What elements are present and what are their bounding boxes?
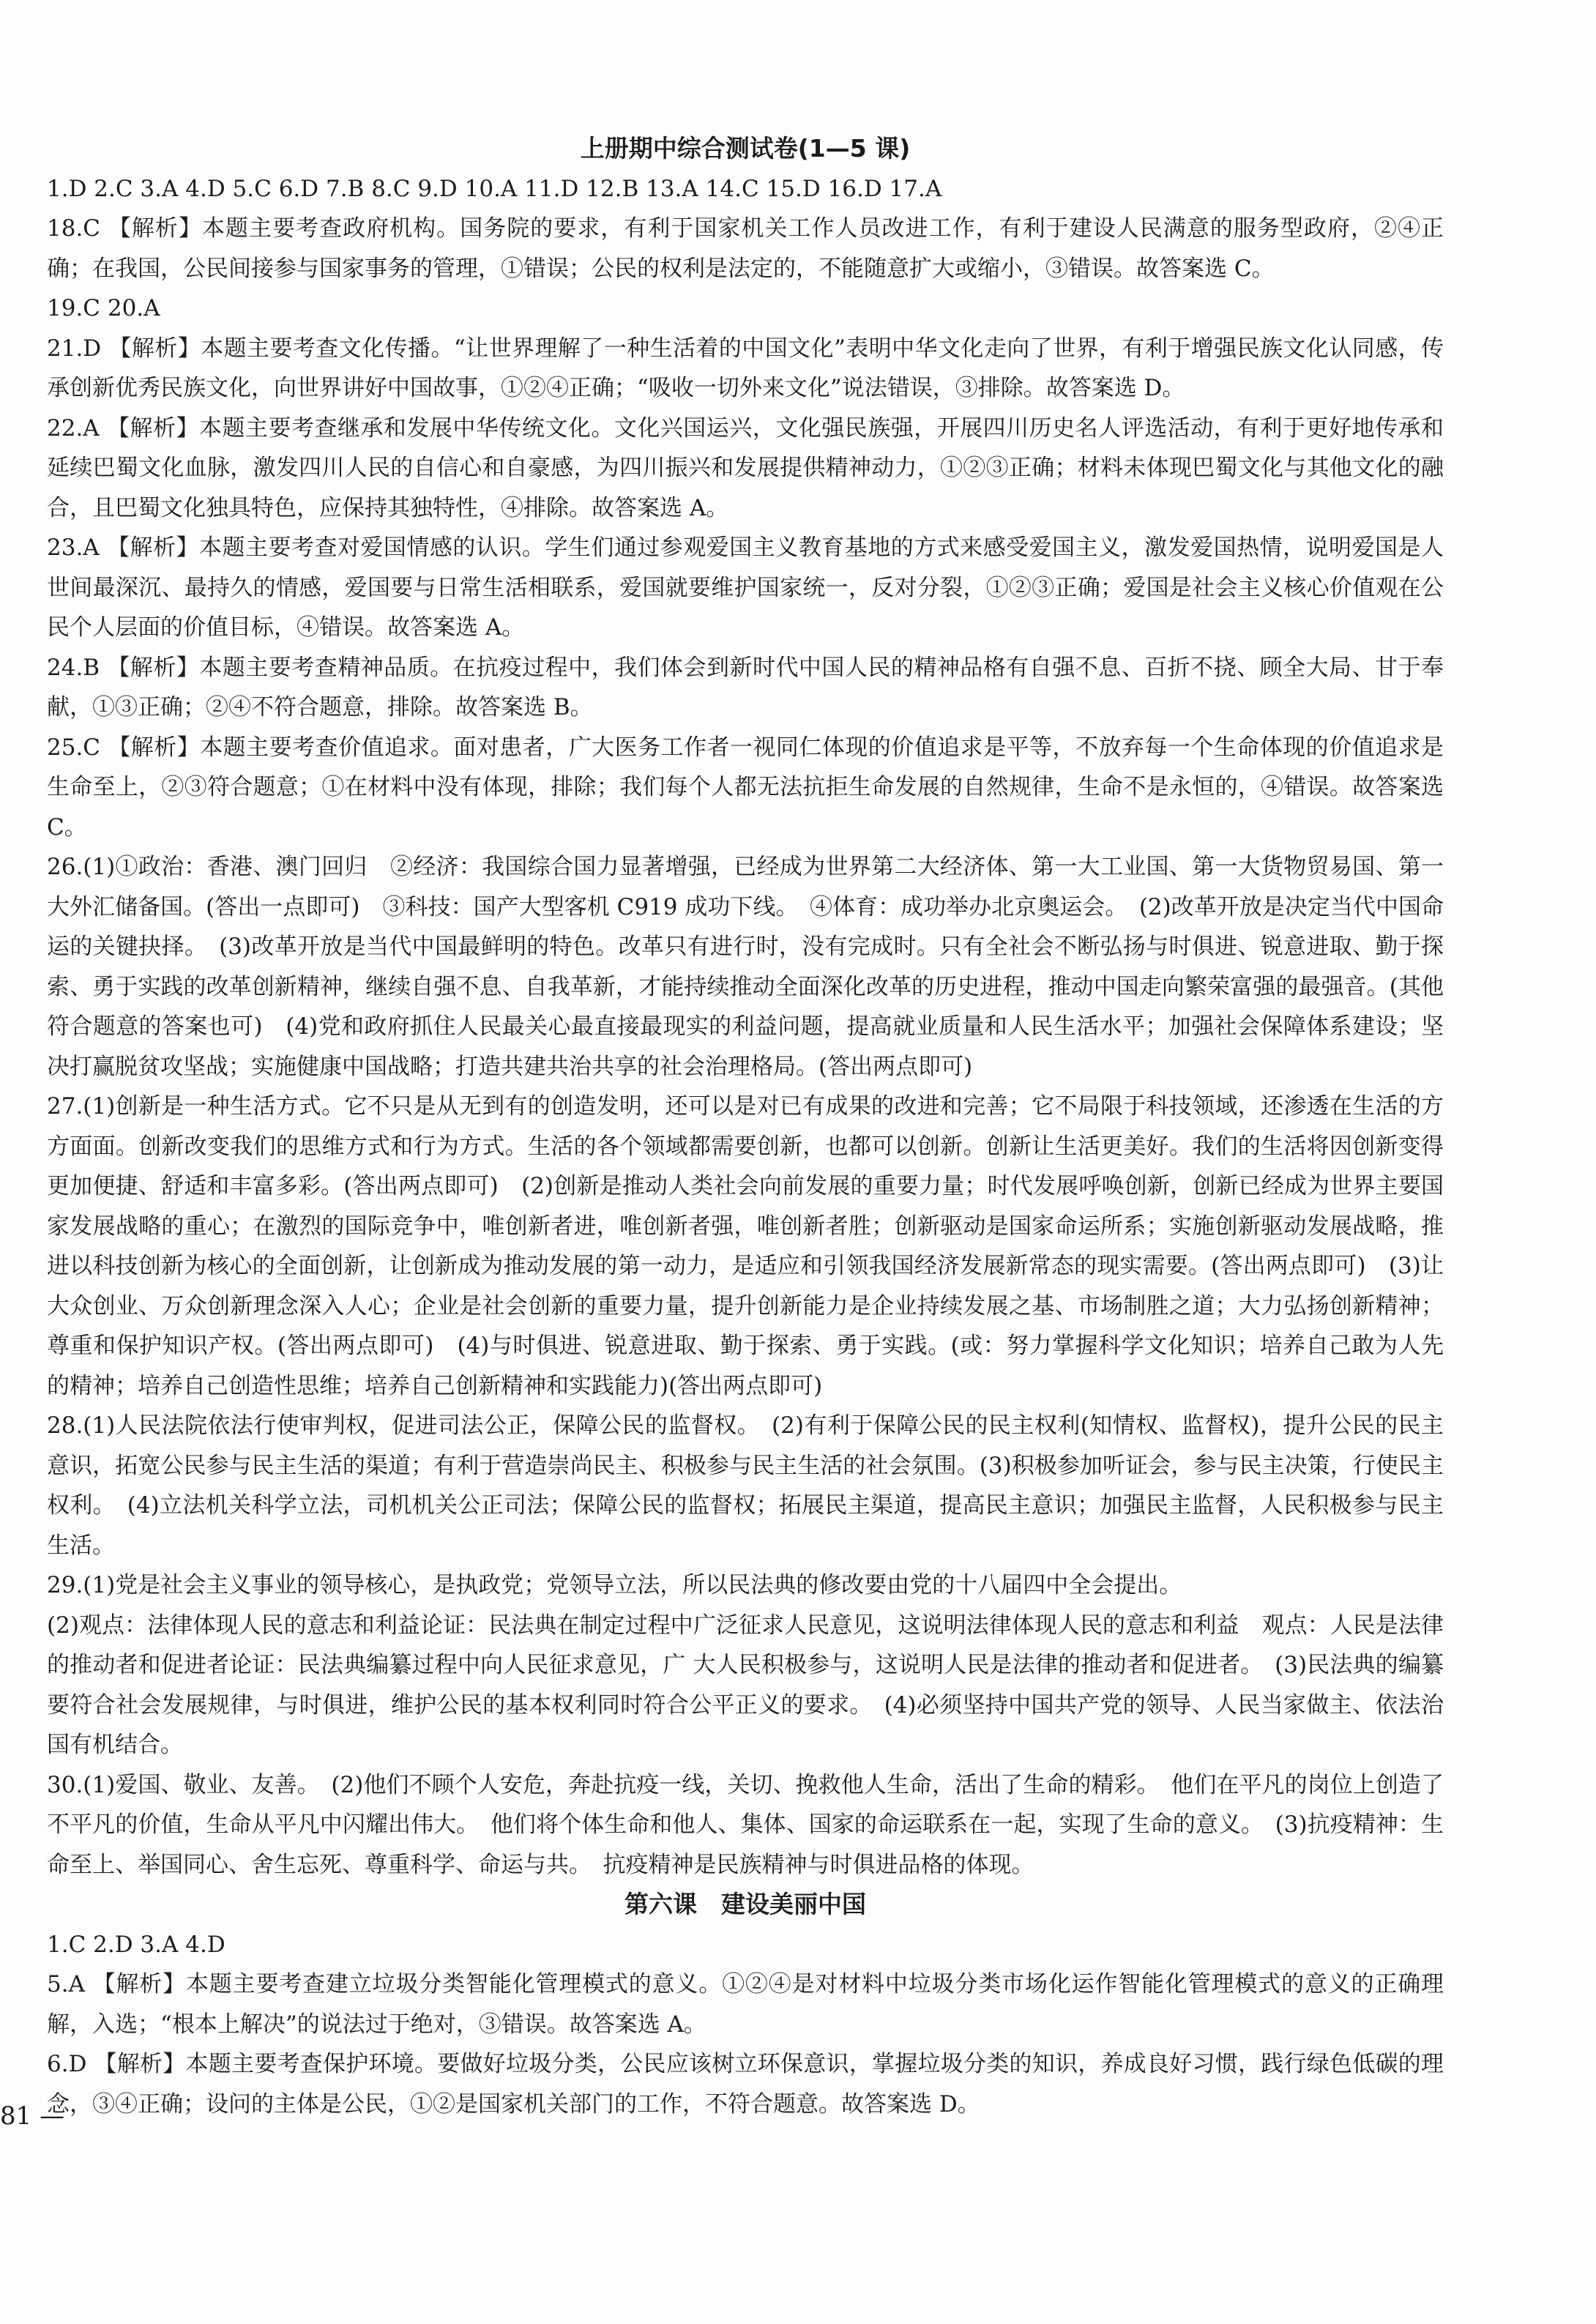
answer-line: 6.D 【解析】本题主要考查保护环境。要做好垃圾分类，公民应该树立环保意识，掌握垃圾分类的知识，养成良好习惯，践行绿色低碳的理念，③④正确；设问的主体是公民，①②是国家机关部门的工作，不符合题意。故答案选 D。	[47, 2051, 1444, 2118]
section-title-midterm: 上册期中综合测试卷(1—5 课)	[580, 134, 911, 163]
page-number: 81 —	[0, 2101, 65, 2131]
answer-line: 23.A 【解析】本题主要考查对爱国情感的认识。学生们通过参观爱国主义教育基地的方式来感受爱国主义，激发爱国热情，说明爱国是人世间最深沉、最持久的情感，爱国要与日常生活相联系，爱国就要维护国家统一，反对分裂，①②③正确；爱国是社会主义核心价值观在公民个人层面的价值目标，④错误。故答案选 A。	[47, 535, 1444, 641]
page-content	[47, 129, 1444, 2124]
answer-line: 26.(1)①政治：香港、澳门回归 ②经济：我国综合国力显著增强，已经成为世界第二大经济体、第一大工业国、第一大货物贸易国、第一大外汇储备国。(答出一点即可) ③科技：国产大型客机 C919 成功下线。 ④体育：成功举办北京奥运会。 (2)改革开放是决定当代中国命运的关键抉择。 (3)改革开放是当代中国最鲜明的特色。改革只有进行时，没有完成时。只有全社会不断弘扬与时俱进、锐意进取、勤于探索、勇于实践的改革创新精神，继续自强不息、自我革新，才能持续推动全面深化改革的历史进程，推动中国走向繁荣富强的最强音。(其他符合题意的答案也可) (4)党和政府抓住人民最关心最直接最现实的利益问题，提高就业质量和人民生活水平；加强社会保障体系建设；坚决打赢脱贫攻坚战；实施健康中国战略；打造共建共治共享的社会治理格局。(答出两点即可)	[47, 854, 1444, 1080]
answer-line: 27.(1)创新是一种生活方式。它不只是从无到有的创造发明，还可以是对已有成果的改进和完善；它不局限于科技领域，还渗透在生活的方方面面。创新改变我们的思维方式和行为方式。生活的各个领域都需要创新，也都可以创新。创新让生活更美好。我们的生活将因创新变得更加便捷、舒适和丰富多彩。(答出两点即可) (2)创新是推动人类社会向前发展的重要力量；时代发展呼唤创新，创新已经成为世界主要国家发展战略的重心；在激烈的国际竞争中，唯创新者进，唯创新者强，唯创新者胜；创新驱动是国家命运所系；实施创新驱动发展战略，推进以科技创新为核心的全面创新，让创新成为推动发展的第一动力，是适应和引领我国经济发展新常态的现实需要。(答出两点即可) (3)让大众创业、万众创新理念深入人心；企业是社会创新的重要力量，提升创新能力是企业持续发展之基、市场制胜之道；大力弘扬创新精神；尊重和保护知识产权。(答出两点即可) (4)与时俱进、锐意进取、勤于探索、勇于实践。(或：努力掌握科学文化知识；培养自己敢为人先的精神；培养自己创造性思维；培养自己创新精神和实践能力)(答出两点即可)	[47, 1093, 1444, 1399]
answer-line: 1.D 2.C 3.A 4.D 5.C 6.D 7.B 8.C 9.D 10.A 11.D 12.B 13.A 14.C 15.D 16.D 17.A	[47, 175, 942, 202]
answer-line: 19.C 20.A	[47, 295, 160, 321]
answer-line: 24.B 【解析】本题主要考查精神品质。在抗疫过程中，我们体会到新时代中国人民的精神品格有自强不息、百折不挠、顾全大局、甘于奉献，①③正确；②④不符合题意，排除。故答案选 B。	[47, 654, 1444, 720]
answer-line: 21.D 【解析】本题主要考查文化传播。“让世界理解了一种生活着的中国文化”表明中华文化走向了世界，有利于增强民族文化认同感，传承创新优秀民族文化，向世界讲好中国故事，①②④正确；“吸收一切外来文化”说法错误，③排除。故答案选 D。	[47, 335, 1444, 401]
answer-line: 18.C 【解析】本题主要考查政府机构。国务院的要求，有利于国家机关工作人员改进工作，有利于建设人民满意的服务型政府，②④正确；在我国，公民间接参与国家事务的管理，①错误；公民的权利是法定的，不能随意扩大或缩小，③错误。故答案选 C。	[47, 215, 1444, 282]
section-title-lesson6: 第六课 建设美丽中国	[624, 1890, 866, 1918]
answer-line: 5.A 【解析】本题主要考查建立垃圾分类智能化管理模式的意义。①②④是对材料中垃圾分类市场化运作智能化管理模式的意义的正确理解，入选；“根本上解决”的说法过于绝对，③错误。故答案选 A。	[47, 1971, 1444, 2038]
answer-line: (2)观点：法律体现人民的意志和利益论证：民法典在制定过程中广泛征求人民意见，这说明法律体现人民的意志和利益 观点：人民是法律的推动者和促进者论证：民法典编纂过程中向人民征求意见，广 大人民积极参与，这说明人民是法律的推动者和促进者。 (3)民法典的编纂要符合社会发展规律，与时俱进，维护公民的基本权利同时符合公平正义的要求。 (4)必须坚持中国共产党的领导、人民当家做主、依法治国有机结合。	[47, 1612, 1444, 1758]
answer-line: 29.(1)党是社会主义事业的领导核心，是执政党；党领导立法，所以民法典的修改要由党的十八届四中全会提出。	[47, 1572, 1182, 1598]
answer-line: 1.C 2.D 3.A 4.D	[47, 1931, 225, 1958]
answer-line: 28.(1)人民法院依法行使审判权，促进司法公正，保障公民的监督权。 (2)有利于保障公民的民主权利(知情权、监督权)，提升公民的民主意识，拓宽公民参与民主生活的渠道；有利于营造崇尚民主、积极参与民主生活的社会氛围。(3)积极参加听证会，参与民主决策，行使民主权利。 (4)立法机关科学立法，司机机关公正司法；保障公民的监督权；拓展民主渠道，提高民主意识；加强民主监督，人民积极参与民主生活。	[47, 1412, 1444, 1559]
answer-line: 30.(1)爱国、敬业、友善。 (2)他们不顾个人安危，奔赴抗疫一线，关切、挽救他人生命，活出了生命的精彩。 他们在平凡的岗位上创造了不平凡的价值，生命从平凡中闪耀出伟大。 他们将个体生命和他人、集体、国家的命运联系在一起，实现了生命的意义。 (3)抗疫精神：生命至上、举国同心、舍生忘死、尊重科学、命运与共。 抗疫精神是民族精神与时俱进品格的体现。	[47, 1771, 1444, 1878]
answer-line: 25.C 【解析】本题主要考查价值追求。面对患者，广大医务工作者一视同仁体现的价值追求是平等，不放弃每一个生命体现的价值追求是生命至上，②③符合题意；①在材料中没有体现，排除；我们每个人都无法抗拒生命发展的自然规律，生命不是永恒的，④错误。故答案选 C。	[47, 734, 1444, 841]
answer-line: 22.A 【解析】本题主要考查继承和发展中华传统文化。文化兴国运兴，文化强民族强，开展四川历史名人评选活动，有利于更好地传承和延续巴蜀文化血脉，激发四川人民的自信心和自豪感，为四川振兴和发展提供精神动力，①②③正确；材料未体现巴蜀文化与其他文化的融合，且巴蜀文化独具特色，应保持其独特性，④排除。故答案选 A。	[47, 414, 1444, 521]
